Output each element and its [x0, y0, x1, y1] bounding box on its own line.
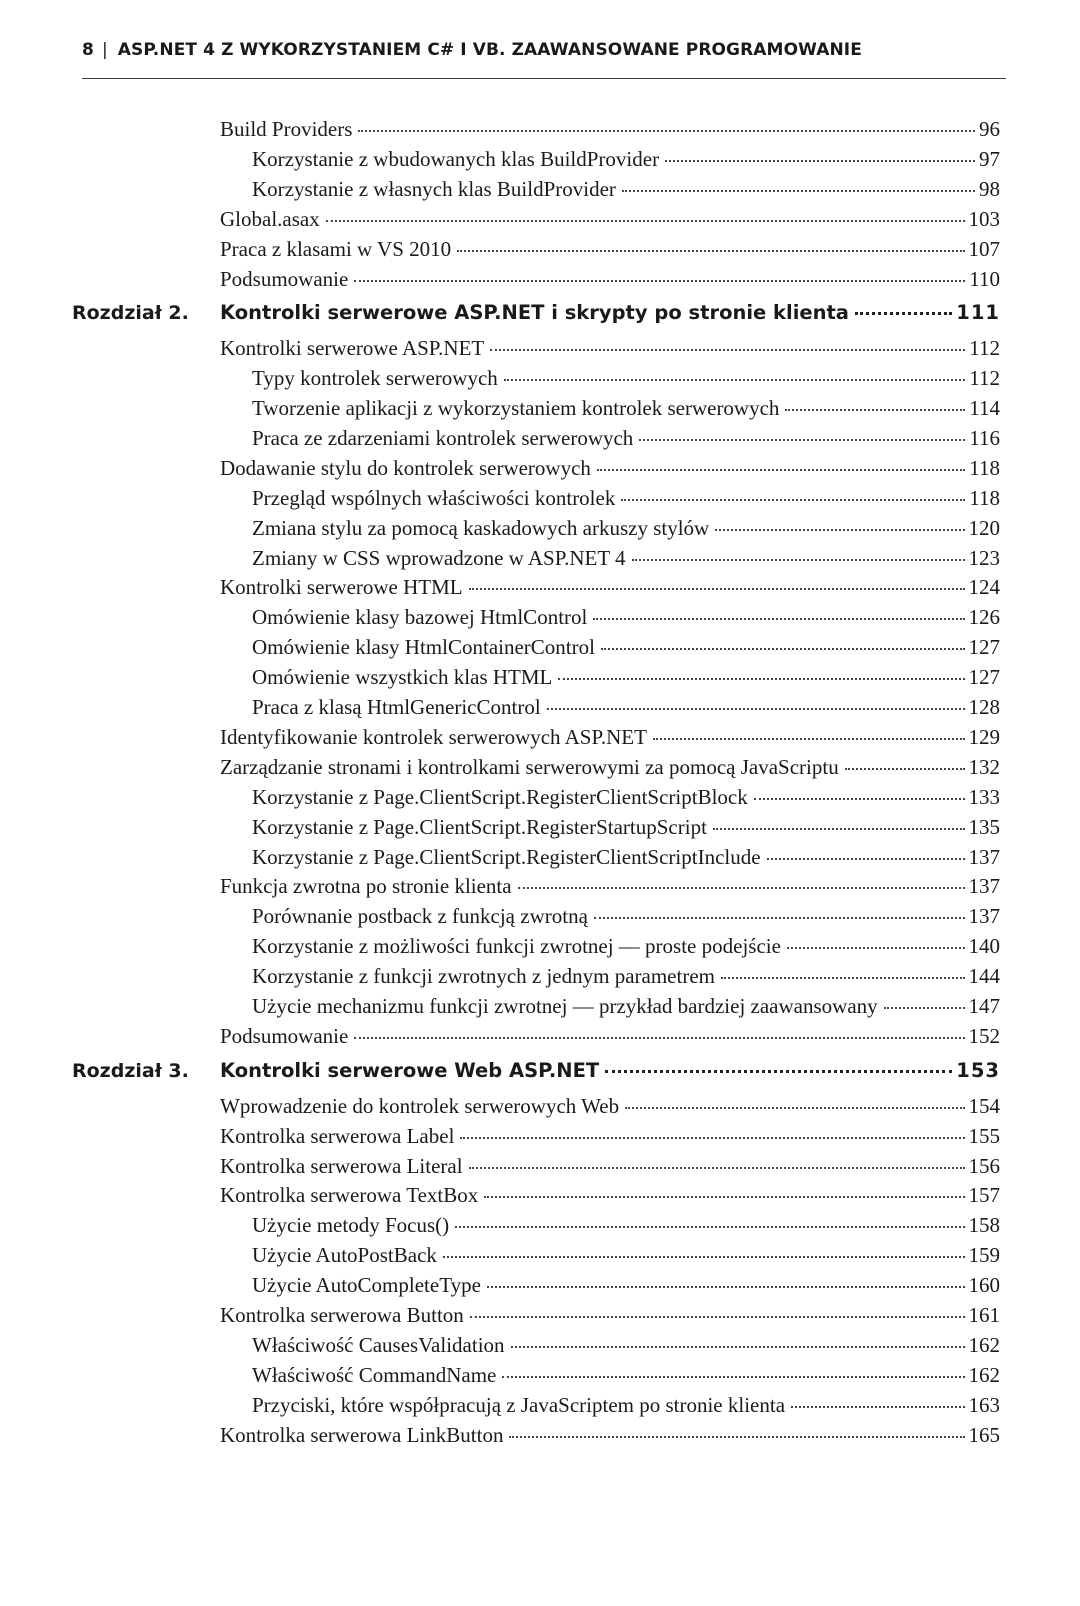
toc-entry-title: Tworzenie aplikacji z wykorzystaniem kontrolek serwerowych	[252, 396, 780, 420]
toc-entry	[0, 1180, 1080, 1210]
toc-entry-page: 114	[969, 396, 1000, 420]
toc-entry	[0, 513, 1080, 543]
toc-entry-page: 133	[968, 785, 1000, 809]
toc-entry-page: 165	[968, 1423, 1000, 1447]
toc-entry-title: Omówienie klasy bazowej HtmlControl	[252, 605, 588, 629]
toc-entry-page: 147	[968, 994, 1000, 1018]
toc-entry-page: 107	[968, 237, 1000, 261]
dot-leader	[593, 618, 964, 620]
toc-entry-title: Korzystanie z Page.ClientScript.RegisterClientScriptInclude	[252, 845, 761, 869]
toc-entry-title: Funkcja zwrotna po stronie klienta	[220, 874, 512, 898]
toc-entry	[0, 234, 1080, 264]
toc-entry-title: Dodawanie stylu do kontrolek serwerowych	[220, 456, 591, 480]
toc-line	[252, 782, 1000, 812]
dot-leader	[597, 469, 965, 471]
toc-line	[220, 298, 1000, 328]
toc-line	[252, 602, 1000, 632]
toc-entry-page: 123	[968, 546, 1000, 570]
dot-leader	[484, 1196, 964, 1198]
toc-entry	[0, 393, 1080, 423]
toc-entry-page: 112	[969, 366, 1000, 390]
toc-entry	[0, 931, 1080, 961]
toc-line	[252, 363, 1000, 393]
page-number: 8	[82, 40, 94, 60]
toc-entry-title: Kontrolka serwerowa Label	[220, 1124, 455, 1148]
chapter-label: Rozdział 2.	[72, 302, 189, 324]
toc-entry	[0, 114, 1080, 144]
toc-entry	[0, 264, 1080, 294]
toc-line	[252, 543, 1000, 573]
toc-line	[252, 991, 1000, 1021]
dot-leader	[845, 768, 965, 770]
toc-entry-page: 157	[968, 1183, 1000, 1207]
toc-entry-page: 110	[969, 267, 1000, 291]
dot-leader	[594, 917, 965, 919]
dot-leader	[622, 190, 975, 192]
toc-entry-page: 159	[968, 1243, 1000, 1267]
dot-leader	[502, 1376, 964, 1378]
toc-entry	[0, 1121, 1080, 1151]
dot-leader	[455, 1226, 964, 1228]
toc-entry-page: 155	[968, 1124, 1000, 1148]
toc-entry-page: 111	[956, 301, 1000, 324]
dot-leader	[547, 708, 965, 710]
toc-entry-page: 137	[968, 845, 1000, 869]
toc-entry-title: Użycie AutoCompleteType	[252, 1273, 481, 1297]
toc-line	[220, 114, 1000, 144]
toc-entry-title: Zmiany w CSS wprowadzone w ASP.NET 4	[252, 546, 626, 570]
toc-entry-page: 154	[968, 1094, 1000, 1118]
dot-leader	[632, 559, 965, 561]
dot-leader	[504, 379, 965, 381]
toc-entry	[0, 782, 1080, 812]
toc-entry	[0, 144, 1080, 174]
toc-entry	[0, 961, 1080, 991]
toc-entry	[0, 602, 1080, 632]
dot-leader	[511, 1346, 965, 1348]
toc-entry-title: Podsumowanie	[220, 1024, 349, 1048]
toc-entry-title: Korzystanie z Page.ClientScript.RegisterClientScriptBlock	[252, 785, 748, 809]
toc-entry-title: Korzystanie z możliwości funkcji zwrotnej — proste podejście	[252, 934, 781, 958]
toc-entry	[0, 1021, 1080, 1051]
toc-entry-page: 116	[969, 426, 1000, 450]
toc-entry-title: Właściwość CausesValidation	[252, 1333, 505, 1357]
toc-entry-title: Praca z klasą HtmlGenericControl	[252, 695, 541, 719]
dot-leader	[653, 738, 965, 740]
toc-chapter-entry	[0, 298, 1080, 328]
dot-leader	[785, 409, 965, 411]
dot-leader	[625, 1107, 964, 1109]
dot-leader	[457, 250, 964, 252]
dot-leader	[665, 160, 975, 162]
dot-leader	[469, 1167, 965, 1169]
dot-leader	[443, 1256, 965, 1258]
toc-entry-page: 98	[979, 177, 1000, 201]
toc-entry-page: 153	[956, 1059, 1000, 1082]
toc-entry	[0, 1151, 1080, 1181]
toc-entry-title: Kontrolka serwerowa Literal	[220, 1154, 463, 1178]
toc-entry	[0, 1420, 1080, 1450]
toc-entry-title: Kontrolki serwerowe ASP.NET i skrypty po stronie klienta	[220, 301, 849, 324]
dot-leader	[558, 678, 964, 680]
header-rule	[82, 78, 1006, 79]
toc-entry-page: 129	[968, 725, 1000, 749]
toc-entry-title: Kontrolka serwerowa LinkButton	[220, 1423, 504, 1447]
toc-entry	[0, 662, 1080, 692]
toc-entry-title: Użycie mechanizmu funkcji zwrotnej — przykład bardziej zaawansowany	[252, 994, 878, 1018]
dot-leader	[469, 588, 965, 590]
toc-line	[252, 1270, 1000, 1300]
toc-entry	[0, 204, 1080, 234]
toc-entry-title: Global.asax	[220, 207, 320, 231]
toc-entry-page: 137	[968, 874, 1000, 898]
toc-entry	[0, 453, 1080, 483]
toc-entry-page: 126	[968, 605, 1000, 629]
toc-line	[252, 513, 1000, 543]
toc-entry-page: 97	[979, 147, 1000, 171]
toc-entry-title: Kontrolki serwerowe Web ASP.NET	[220, 1059, 600, 1082]
toc-line	[220, 1091, 1000, 1121]
toc-entry-page: 127	[968, 665, 1000, 689]
toc-entry-page: 160	[968, 1273, 1000, 1297]
toc-line	[252, 662, 1000, 692]
toc-line	[252, 842, 1000, 872]
toc-entry	[0, 842, 1080, 872]
dot-leader	[715, 529, 964, 531]
toc-entry-page: 156	[968, 1154, 1000, 1178]
dot-leader	[509, 1436, 964, 1438]
toc-entry	[0, 692, 1080, 722]
toc-entry	[0, 1210, 1080, 1240]
dot-leader	[460, 1137, 964, 1139]
toc-entry-title: Korzystanie z Page.ClientScript.RegisterStartupScript	[252, 815, 707, 839]
dot-leader	[354, 1037, 964, 1039]
dot-leader	[354, 280, 965, 282]
toc-entry-page: 135	[968, 815, 1000, 839]
toc-line	[252, 931, 1000, 961]
toc-entry-page: 103	[968, 207, 1000, 231]
dot-leader	[884, 1007, 965, 1009]
toc-entry-page: 158	[968, 1213, 1000, 1237]
toc-entry-page: 118	[969, 456, 1000, 480]
toc-entry	[0, 363, 1080, 393]
dot-leader	[605, 1070, 952, 1073]
dot-leader	[787, 947, 965, 949]
toc-entry-title: Użycie AutoPostBack	[252, 1243, 437, 1267]
toc-entry-title: Właściwość CommandName	[252, 1363, 497, 1387]
toc-line	[220, 1056, 1000, 1086]
toc-line	[252, 1210, 1000, 1240]
toc-entry-title: Kontrolka serwerowa Button	[220, 1303, 464, 1327]
toc-line	[220, 871, 1000, 901]
toc-entry-page: 163	[968, 1393, 1000, 1417]
toc-entry-page: 127	[968, 635, 1000, 659]
toc-line	[252, 1360, 1000, 1390]
dot-leader	[470, 1316, 965, 1318]
toc-entry	[0, 1091, 1080, 1121]
toc-entry	[0, 1240, 1080, 1270]
toc-line	[220, 1180, 1000, 1210]
toc-entry-title: Praca z klasami w VS 2010	[220, 237, 452, 261]
toc-line	[252, 423, 1000, 453]
toc-entry	[0, 483, 1080, 513]
toc-entry-page: 96	[979, 117, 1000, 141]
toc-entry	[0, 1390, 1080, 1420]
toc-entry-title: Porównanie postback z funkcją zwrotną	[252, 904, 588, 928]
toc-line	[252, 1240, 1000, 1270]
toc-entry-title: Korzystanie z własnych klas BuildProvider	[252, 177, 616, 201]
toc-line	[220, 234, 1000, 264]
toc-line	[252, 692, 1000, 722]
toc-entry-title: Przegląd wspólnych właściwości kontrolek	[252, 486, 616, 510]
toc-entry-title: Zarządzanie stronami i kontrolkami serwerowymi za pomocą JavaScriptu	[220, 755, 839, 779]
toc-entry	[0, 752, 1080, 782]
toc-entry-page: 120	[968, 516, 1000, 540]
toc-line	[220, 572, 1000, 602]
toc-line	[252, 144, 1000, 174]
toc-entry-title: Zmiana stylu za pomocą kaskadowych arkuszy stylów	[252, 516, 710, 540]
toc-line	[220, 752, 1000, 782]
toc-entry	[0, 991, 1080, 1021]
header-separator: |	[101, 40, 108, 60]
toc-entry-title: Przyciski, które współpracują z JavaScriptem po stronie klienta	[252, 1393, 786, 1417]
toc-line	[252, 483, 1000, 513]
dot-leader	[639, 439, 965, 441]
toc-line	[220, 1151, 1000, 1181]
toc-line	[220, 453, 1000, 483]
toc-entry	[0, 1330, 1080, 1360]
dot-leader	[518, 887, 965, 889]
toc-line	[220, 722, 1000, 752]
toc-entry-page: 118	[969, 486, 1000, 510]
toc-entry	[0, 1300, 1080, 1330]
dot-leader	[621, 499, 965, 501]
toc-entry-title: Praca ze zdarzeniami kontrolek serwerowych	[252, 426, 634, 450]
toc-entry	[0, 901, 1080, 931]
toc-entry-title: Kontrolki serwerowe HTML	[220, 575, 463, 599]
dot-leader	[791, 1406, 964, 1408]
toc-entry-page: 152	[968, 1024, 1000, 1048]
dot-leader	[767, 858, 965, 860]
toc-line	[220, 1021, 1000, 1051]
toc-entry	[0, 1270, 1080, 1300]
toc-entry	[0, 572, 1080, 602]
toc-line	[252, 632, 1000, 662]
toc-line	[220, 1121, 1000, 1151]
toc-entry-title: Identyfikowanie kontrolek serwerowych ASP.NET	[220, 725, 647, 749]
toc-line	[252, 174, 1000, 204]
toc-entry-page: 162	[968, 1333, 1000, 1357]
dot-leader	[601, 648, 965, 650]
toc-entry-title: Użycie metody Focus()	[252, 1213, 450, 1237]
toc-line	[220, 1300, 1000, 1330]
toc-entry	[0, 174, 1080, 204]
dot-leader	[358, 130, 975, 132]
toc-entry-title: Typy kontrolek serwerowych	[252, 366, 498, 390]
toc-entry	[0, 632, 1080, 662]
toc-entry-page: 124	[968, 575, 1000, 599]
toc-entry	[0, 543, 1080, 573]
toc-entry	[0, 812, 1080, 842]
toc-entry	[0, 423, 1080, 453]
dot-leader	[721, 977, 965, 979]
running-header	[82, 38, 1002, 62]
toc-entry-title: Kontrolka serwerowa TextBox	[220, 1183, 479, 1207]
toc-line	[220, 264, 1000, 294]
toc-entry	[0, 1360, 1080, 1390]
toc-line	[252, 901, 1000, 931]
toc-line	[252, 393, 1000, 423]
toc-entry-title: Korzystanie z wbudowanych klas BuildProvider	[252, 147, 660, 171]
toc-entry-page: 162	[968, 1363, 1000, 1387]
toc-entry-page: 144	[968, 964, 1000, 988]
chapter-label: Rozdział 3.	[72, 1060, 189, 1082]
toc-entry-page: 128	[968, 695, 1000, 719]
dot-leader	[490, 349, 965, 351]
toc-line	[220, 204, 1000, 234]
dot-leader	[855, 312, 952, 315]
dot-leader	[754, 798, 965, 800]
toc-entry-page: 140	[968, 934, 1000, 958]
toc-line	[252, 1390, 1000, 1420]
toc-line	[252, 1330, 1000, 1360]
toc-line	[252, 812, 1000, 842]
toc-entry-title: Build Providers	[220, 117, 353, 141]
toc-line	[220, 1420, 1000, 1450]
toc-line	[220, 333, 1000, 363]
book-title: ASP.NET 4 Z WYKORZYSTANIEM C# I VB. ZAAWANSOWANE PROGRAMOWANIE	[117, 40, 862, 60]
toc-entry-title: Kontrolki serwerowe ASP.NET	[220, 336, 485, 360]
toc-line	[252, 961, 1000, 991]
toc-chapter-entry	[0, 1056, 1080, 1086]
toc-entry-title: Wprowadzenie do kontrolek serwerowych Web	[220, 1094, 620, 1118]
toc-entry-page: 132	[968, 755, 1000, 779]
toc-entry-title: Korzystanie z funkcji zwrotnych z jednym parametrem	[252, 964, 715, 988]
toc-entry	[0, 871, 1080, 901]
toc-entry-title: Podsumowanie	[220, 267, 349, 291]
toc-entry-page: 112	[969, 336, 1000, 360]
dot-leader	[487, 1286, 965, 1288]
toc-entry	[0, 333, 1080, 363]
toc-entry	[0, 722, 1080, 752]
dot-leader	[326, 220, 965, 222]
dot-leader	[713, 828, 965, 830]
toc-entry-page: 137	[968, 904, 1000, 928]
toc-entry-title: Omówienie wszystkich klas HTML	[252, 665, 553, 689]
toc-entry-page: 161	[968, 1303, 1000, 1327]
toc-entry-title: Omówienie klasy HtmlContainerControl	[252, 635, 595, 659]
